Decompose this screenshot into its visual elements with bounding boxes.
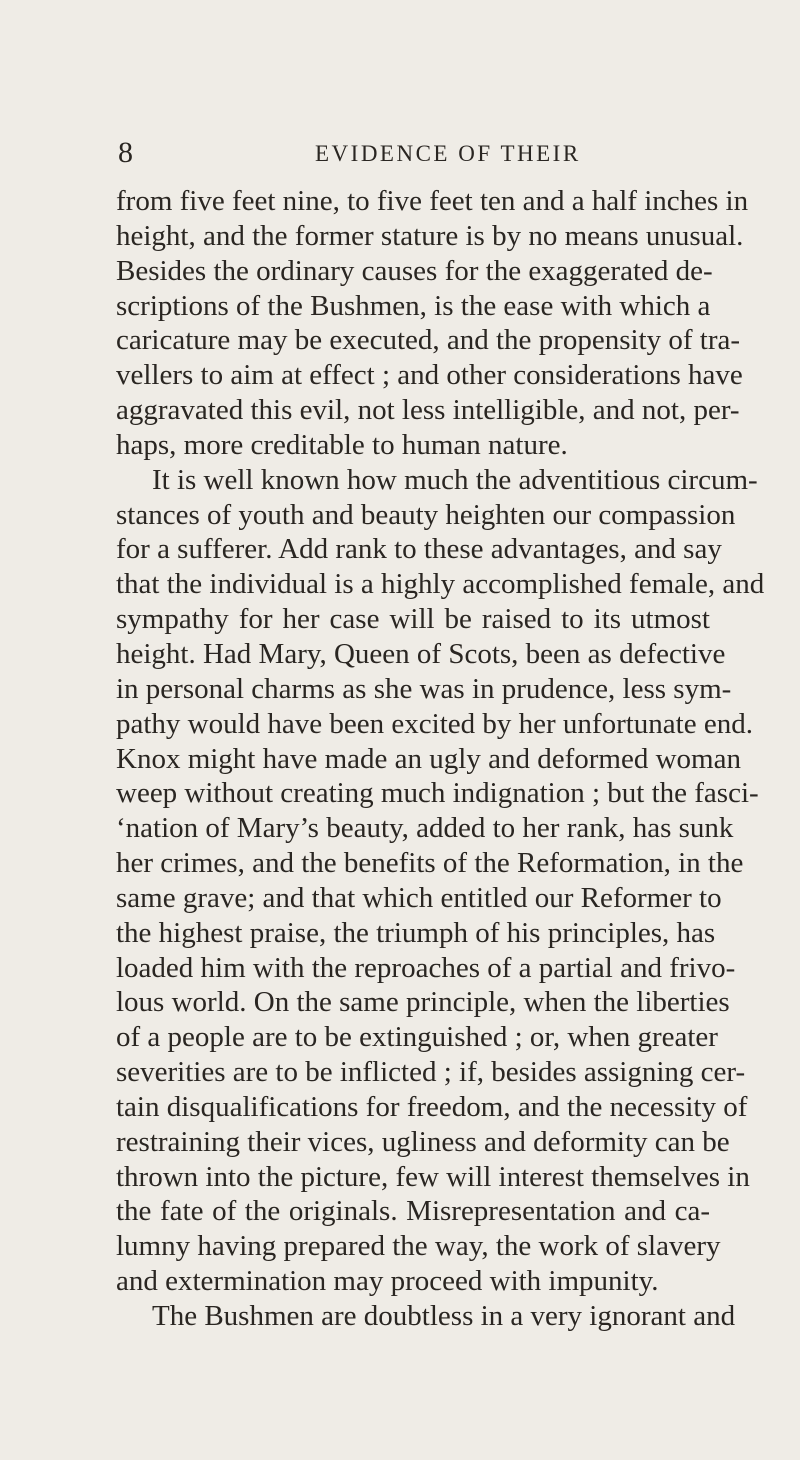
text-line: thrown into the picture, few will interest themselves in [116,1160,750,1193]
running-head-title: EVIDENCE OF THEIR [315,141,581,166]
text-line: aggravated this evil, not less intelligible, and not, per- [116,394,740,427]
text-line: from five feet nine, to five feet ten and a half inches in [116,185,749,217]
page-number: 8 [118,136,133,169]
text-line: height, and the former stature is by no means unusual. [116,219,744,252]
text-line: the highest praise, the triumph of his principles, has [116,916,716,949]
text-line: height. Had Mary, Queen of Scots, been as defective [116,637,726,670]
text-line: It is well known how much the adventitious circum- [152,463,758,496]
text-line: loaded him with the reproaches of a partial and frivo- [116,951,736,984]
running-head [118,133,710,173]
text-line: Knox might have made an ugly and deformed woman [116,742,741,775]
text-line: haps, more creditable to human nature. [116,428,568,461]
text-line: scriptions of the Bushmen, is the ease with which a [116,289,711,322]
text-line: of a people are to be extinguished ; or, when greater [116,1021,718,1054]
text-line: tain disqualifications for freedom, and the necessity of [116,1090,748,1123]
text-line: sympathy for her case will be raised to its utmost [116,603,710,636]
text-line: the fate of the originals. Misrepresentation and ca- [116,1195,710,1228]
text-line: her crimes, and the benefits of the Reformation, in the [116,847,744,880]
text-line: that the individual is a highly accomplished female, and [116,568,765,601]
text-line: same grave; and that which entitled our Reformer to [116,881,722,914]
text-line: stances of youth and beauty heighten our compassion [116,498,736,531]
text-line: in personal charms as she was in prudence, less sym- [116,672,732,705]
text-line: vellers to aim at effect ; and other considerations have [116,359,743,392]
body-text [116,184,765,1334]
text-line: pathy would have been excited by her unfortunate end. [116,707,753,740]
text-line: Besides the ordinary causes for the exaggerated de- [116,254,713,287]
text-line: weep without creating much indignation ; but the fasci- [116,777,759,810]
text-line: The Bushmen are doubtless in a very ignorant and [152,1300,736,1332]
text-line: lumny having prepared the way, the work of slavery [116,1230,721,1263]
text-line: lous world. On the same principle, when the liberties [116,986,730,1019]
text-line: for a sufferer. Add rank to these advantages, and say [116,533,722,566]
text-line: caricature may be executed, and the propensity of tra- [116,324,741,357]
text-line: ‘nation of Mary’s beauty, added to her rank, has sunk [116,812,734,845]
text-line: restraining their vices, ugliness and deformity can be [116,1125,730,1158]
text-line: and extermination may proceed with impunity. [116,1265,659,1298]
text-line: severities are to be inflicted ; if, besides assigning cer- [116,1056,746,1089]
